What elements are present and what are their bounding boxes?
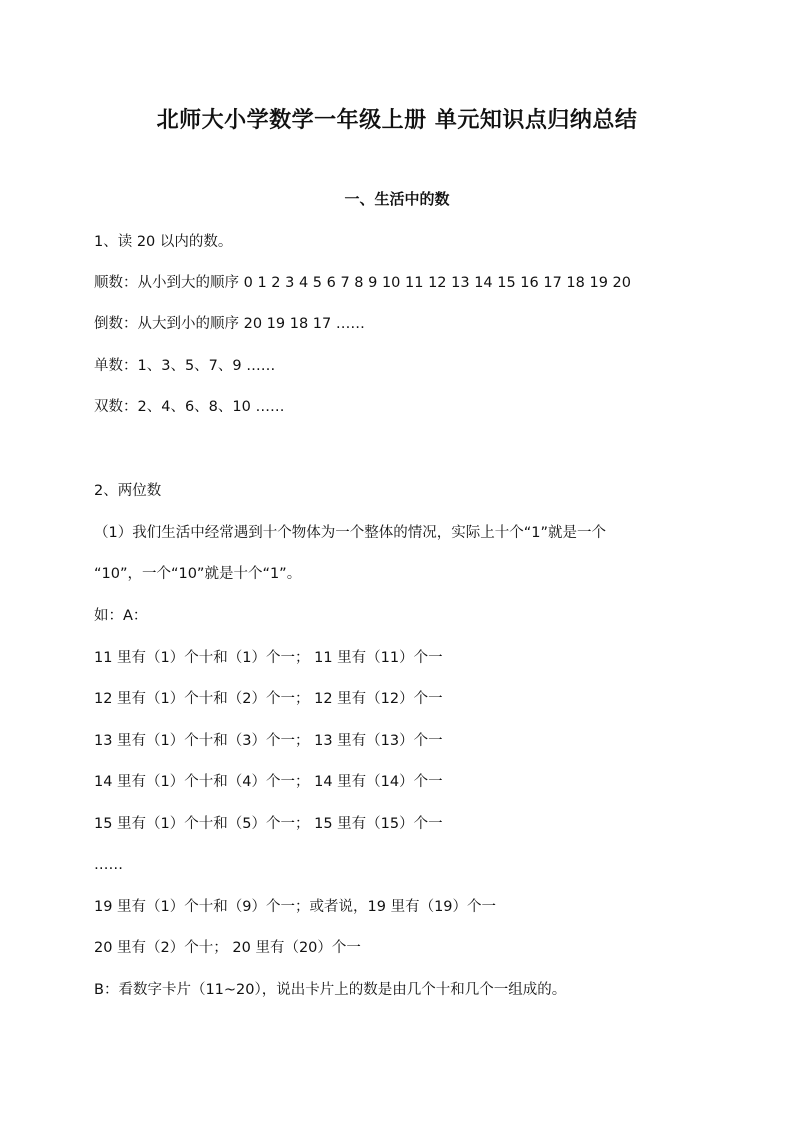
item-heading-2: 2、两位数	[94, 483, 162, 499]
example-row-19: 19 里有（1）个十和（9）个一；或者说，19 里有（19）个一	[94, 899, 497, 915]
example-label: 如：A：	[94, 608, 148, 624]
example-row-20: 20 里有（2）个十； 20 里有（20）个一	[94, 940, 361, 956]
example-row-12: 12 里有（1）个十和（2）个一； 12 里有（12）个一	[94, 691, 443, 707]
example-row-11: 11 里有（1）个十和（1）个一； 11 里有（11）个一	[94, 650, 443, 666]
line-odd-numbers: 单数：1、3、5、7、9 ……	[94, 358, 276, 374]
example-row-15: 15 里有（1）个十和（5）个一； 15 里有（15）个一	[94, 816, 443, 832]
document-title: 北师大小学数学一年级上册 单元知识点归纳总结	[156, 108, 638, 133]
example-row-14: 14 里有（1）个十和（4）个一； 14 里有（14）个一	[94, 774, 443, 790]
paragraph-line-1: （1）我们生活中经常遇到十个物体为一个整体的情况，实际上十个“1”就是一个	[94, 525, 606, 541]
section-title: 一、生活中的数	[344, 190, 450, 208]
example-row-13: 13 里有（1）个十和（3）个一； 13 里有（13）个一	[94, 733, 443, 749]
ellipsis-line: ……	[94, 857, 123, 873]
line-ascending: 顺数：从小到大的顺序 0 1 2 3 4 5 6 7 8 9 10 11 12 13 14 15 16 17 18 19 20	[94, 275, 632, 291]
paragraph-line-2: “10”，一个“10”就是十个“1”。	[94, 566, 302, 582]
line-even-numbers: 双数：2、4、6、8、10 ……	[94, 399, 285, 415]
line-descending: 倒数：从大到小的顺序 20 19 18 17 ……	[94, 316, 365, 332]
item-heading-1: 1、读 20 以内的数。	[94, 234, 233, 250]
activity-b: B：看数字卡片（11~20），说出卡片上的数是由几个十和几个一组成的。	[94, 982, 567, 998]
